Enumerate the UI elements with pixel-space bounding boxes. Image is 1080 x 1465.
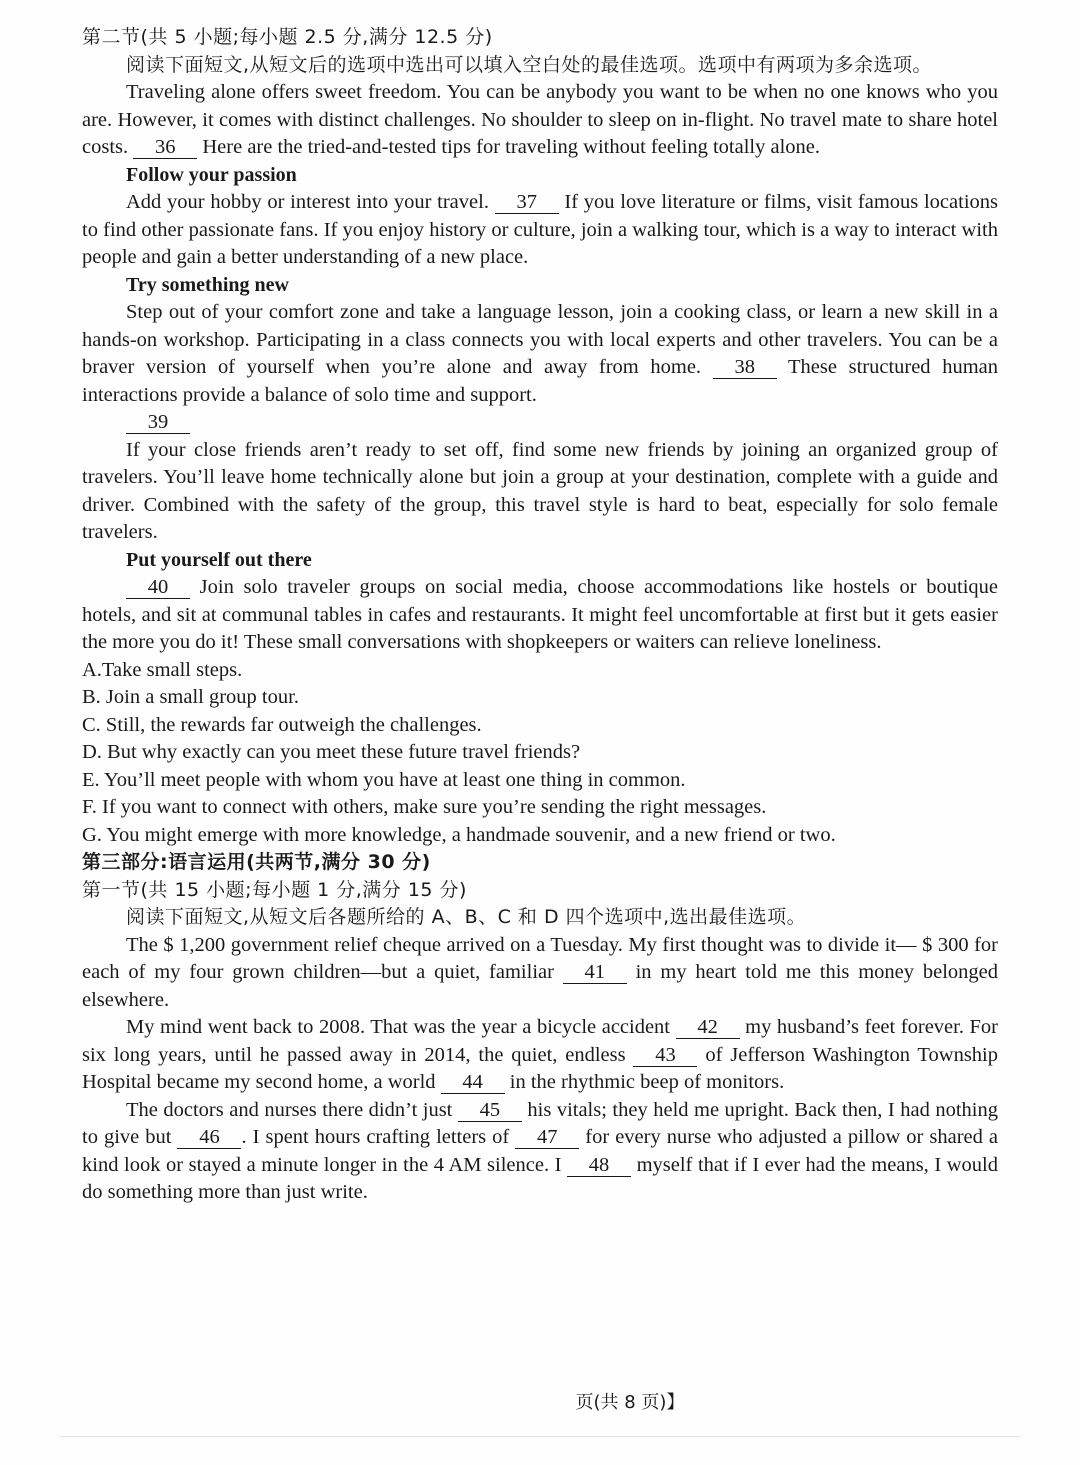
bottom-divider	[60, 1436, 1020, 1437]
option-d: D. But why exactly can you meet these future travel friends?	[82, 741, 581, 763]
cloze-paragraph-3	[82, 1097, 998, 1207]
answer-blank-38: 38	[713, 356, 777, 379]
cloze-text: . I spent hours crafting letters of	[241, 1126, 510, 1148]
option-g: G. You might emerge with more knowledge, a handmade souvenir, and a new friend or two.	[82, 823, 836, 846]
option-f: F. If you want to connect with others, make sure you’re sending the right messages.	[82, 796, 767, 818]
answer-blank-36: 36	[133, 136, 197, 159]
part3-title: 第三部分:语言运用(共两节,满分 30 分)	[82, 851, 431, 873]
heading-follow-your-passion: Follow your passion	[126, 163, 297, 186]
cloze-text: his vitals; they held me upright. Back then, I had nothing to give but	[82, 1098, 998, 1148]
passage-paragraph-2	[82, 189, 998, 272]
passage-paragraph-4: If your close friends aren’t ready to set off, find some new friends by joining an organized group of travelers. You’ll leave home technically alone but join a group at your destination, complete with a guide and driver. Combined with the safety of the group, this travel style is hard to beat, especially for solo female travelers.	[82, 438, 998, 543]
answer-blank-44: 44	[441, 1071, 505, 1094]
section2-instruction: 阅读下面短文,从短文后的选项中选出可以填入空白处的最佳选项。选项中有两项为多余选项。	[126, 53, 933, 76]
cloze-text: of Jefferson Washington Township Hospital became my second home, a world	[82, 1043, 998, 1093]
cloze-text: My mind went back to 2008. That was the year a bicycle accident	[126, 1016, 671, 1038]
answer-blank-43: 43	[633, 1044, 697, 1067]
answer-blank-47: 47	[515, 1126, 579, 1149]
answer-blank-39: 39	[126, 411, 190, 434]
cloze-text: in my heart told me this money belonged elsewhere.	[82, 961, 998, 1011]
option-e: E. You’ll meet people with whom you have at least one thing in common.	[82, 768, 686, 791]
section2-title: 第二节(共 5 小题;每小题 2.5 分,满分 12.5 分)	[82, 26, 493, 48]
cloze-text: in the rhythmic beep of monitors.	[509, 1071, 785, 1093]
answer-blank-46: 46	[177, 1126, 241, 1149]
option-a: A.Take small steps.	[82, 658, 243, 681]
cloze-text: The $ 1,200 government relief cheque arrived on a Tuesday. My first thought was to divide it— $ 300 for each of my four grown children—but a quiet, familiar	[82, 933, 998, 983]
passage-text: If you love literature or films, visit famous locations to find other passionate fans. If you enjoy history or culture, join a walking tour, which is a way to interact with people and gain a better understanding of a new place.	[82, 191, 998, 268]
part3-section1-title: 第一节(共 15 小题;每小题 1 分,满分 15 分)	[82, 878, 467, 901]
page-content	[82, 24, 998, 1207]
passage-paragraph-5	[82, 574, 998, 657]
passage-paragraph-3	[82, 299, 998, 409]
answer-blank-45: 45	[458, 1099, 522, 1122]
cloze-text: my husband’s feet forever. For six long years, until he passed away in 2014, the quiet, endless	[82, 1016, 999, 1066]
answer-blank-40: 40	[126, 576, 190, 599]
passage-text: Traveling alone offers sweet freedom. You can be anybody you want to be when no one knows who you are. However, it comes with distinct challenges. No shoulder to sleep on in-flight. No travel mate to share hotel costs.	[82, 81, 998, 158]
page-footer: 页(共 8 页)】	[575, 1392, 685, 1413]
heading-blank-39-line	[82, 409, 998, 437]
cloze-paragraph-2	[82, 1014, 998, 1097]
cloze-paragraph-1	[82, 932, 998, 1015]
passage-paragraph-1	[82, 79, 998, 162]
option-c: C. Still, the rewards far outweigh the challenges.	[82, 713, 482, 736]
cloze-text: myself that if I ever had the means, I would do something more than just write.	[82, 1153, 998, 1203]
answer-blank-37: 37	[495, 191, 559, 214]
heading-put-yourself-out-there: Put yourself out there	[126, 548, 312, 571]
answer-blank-42: 42	[676, 1016, 740, 1039]
passage-text: Join solo traveler groups on social media, choose accommodations like hostels or boutique hotels, and sit at communal tables in cafes and restaurants. It might feel uncomfortable at first but it gets easier the more you do it! These small conversations with shopkeepers or waiters can relieve loneliness.	[82, 576, 999, 653]
passage-text: These structured human interactions provide a balance of solo time and support.	[82, 356, 999, 406]
option-b: B. Join a small group tour.	[82, 686, 299, 708]
passage-text: Here are the tried-and-tested tips for traveling without feeling totally alone.	[202, 136, 820, 158]
cloze-text: for every nurse who adjusted a pillow or shared a kind look or stayed a minute longer in the 4 AM silence. I	[82, 1126, 999, 1176]
part3-instruction: 阅读下面短文,从短文后各题所给的 A、B、C 和 D 四个选项中,选出最佳选项。	[126, 906, 807, 928]
answer-blank-48: 48	[567, 1154, 631, 1177]
passage-text: Add your hobby or interest into your travel.	[126, 191, 489, 213]
answer-blank-41: 41	[563, 961, 627, 984]
cloze-text: The doctors and nurses there didn’t just	[126, 1098, 453, 1121]
heading-try-something-new: Try something new	[126, 273, 289, 296]
passage-text: Step out of your comfort zone and take a language lesson, join a cooking class, or learn a new skill in a hands-on workshop. Participating in a class connects you with local experts and other travelers. You can be a braver version of yourself when you’re alone and away from home.	[82, 301, 998, 378]
